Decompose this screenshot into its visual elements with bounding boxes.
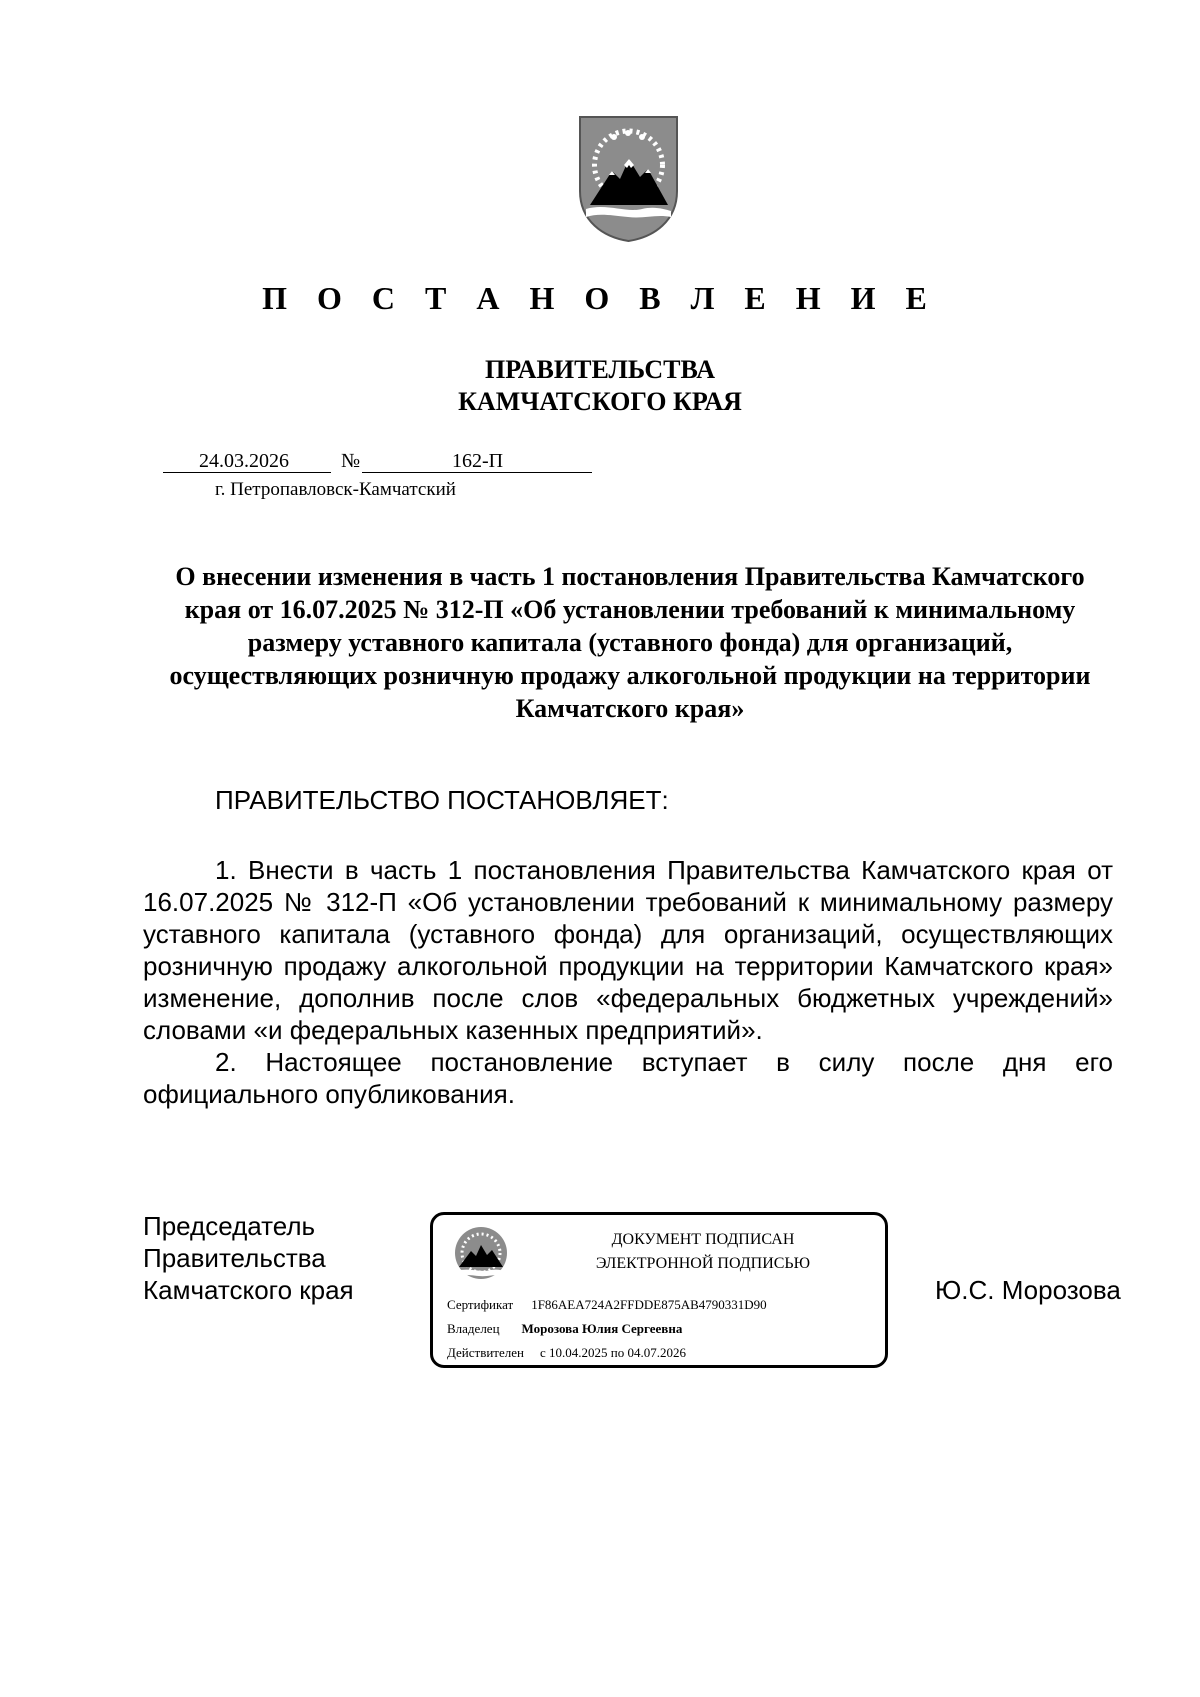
- signer-position-line-2: Правительства: [143, 1243, 326, 1273]
- issuer-line-2: КАМЧАТСКОГО КРАЯ: [458, 387, 742, 416]
- stamp-emblem-icon: [451, 1225, 511, 1285]
- body-paragraph-1: 1. Внести в часть 1 постановления Правительства Камчатского края от 16.07.2025 № 312-П «Об установлении требований к минимальному размеру уставного капитала (уставного фонда) для организаций, осуществляющих розничную продажу алкогольной продукции на территории Камчатского края» изменение, дополнив после слов «федеральных бюджетных учреждений» словами «и федеральных казенных предприятий».: [143, 855, 1113, 1045]
- stamp-certificate-row: [447, 1297, 767, 1313]
- stamp-title-line-2: ЭЛЕКТРОННОЙ ПОДПИСЬЮ: [595, 1255, 811, 1272]
- document-city: г. Петропавловск-Камчатский: [215, 479, 456, 500]
- stamp-title-line-1: ДОКУМЕНТ ПОДПИСАН: [611, 1231, 795, 1248]
- coat-of-arms-icon: [576, 113, 681, 243]
- signer-position: [143, 1210, 354, 1306]
- document-type-title: П О С Т А Н О В Л Е Н И Е: [262, 280, 938, 316]
- number-sign: №: [341, 450, 361, 472]
- document-date: 24.03.2026: [199, 450, 289, 472]
- owner-label: Владелец: [447, 1321, 500, 1336]
- signer-position-line-1: Председатель: [143, 1211, 316, 1241]
- issuer-line-1: ПРАВИТЕЛЬСТВА: [485, 355, 715, 384]
- stamp-owner-row: [447, 1321, 682, 1337]
- signer-name: Ю.С. Морозова: [935, 1275, 1121, 1305]
- validity-label: Действителен: [447, 1345, 524, 1360]
- certificate-value: 1F86AEA724A2FFDDE875AB4790331D90: [531, 1297, 767, 1312]
- owner-value: Морозова Юлия Сергеевна: [521, 1321, 683, 1336]
- document-subject: О внесении изменения в часть 1 постановления Правительства Камчатского края от 16.07.2025 № 312-П «Об установлении требований к минимальному размеру уставного капитала (уставного фонда) для организаций, осуществляющих розничную продажу алкогольной продукции на территории Камчатского края»: [169, 562, 1091, 723]
- signer-position-line-3: Камчатского края: [143, 1275, 354, 1305]
- electronic-signature-stamp: [430, 1212, 888, 1368]
- certificate-label: Сертификат: [447, 1297, 514, 1312]
- validity-value: с 10.04.2025 по 04.07.2026: [539, 1345, 686, 1360]
- document-number: 162-П: [452, 450, 504, 472]
- decree-heading: ПРАВИТЕЛЬСТВО ПОСТАНОВЛЯЕТ:: [215, 785, 669, 815]
- body-paragraph-2: 2. Настоящее постановление вступает в силу после дня его официального опубликования.: [143, 1047, 1113, 1109]
- stamp-validity-row: [447, 1345, 686, 1361]
